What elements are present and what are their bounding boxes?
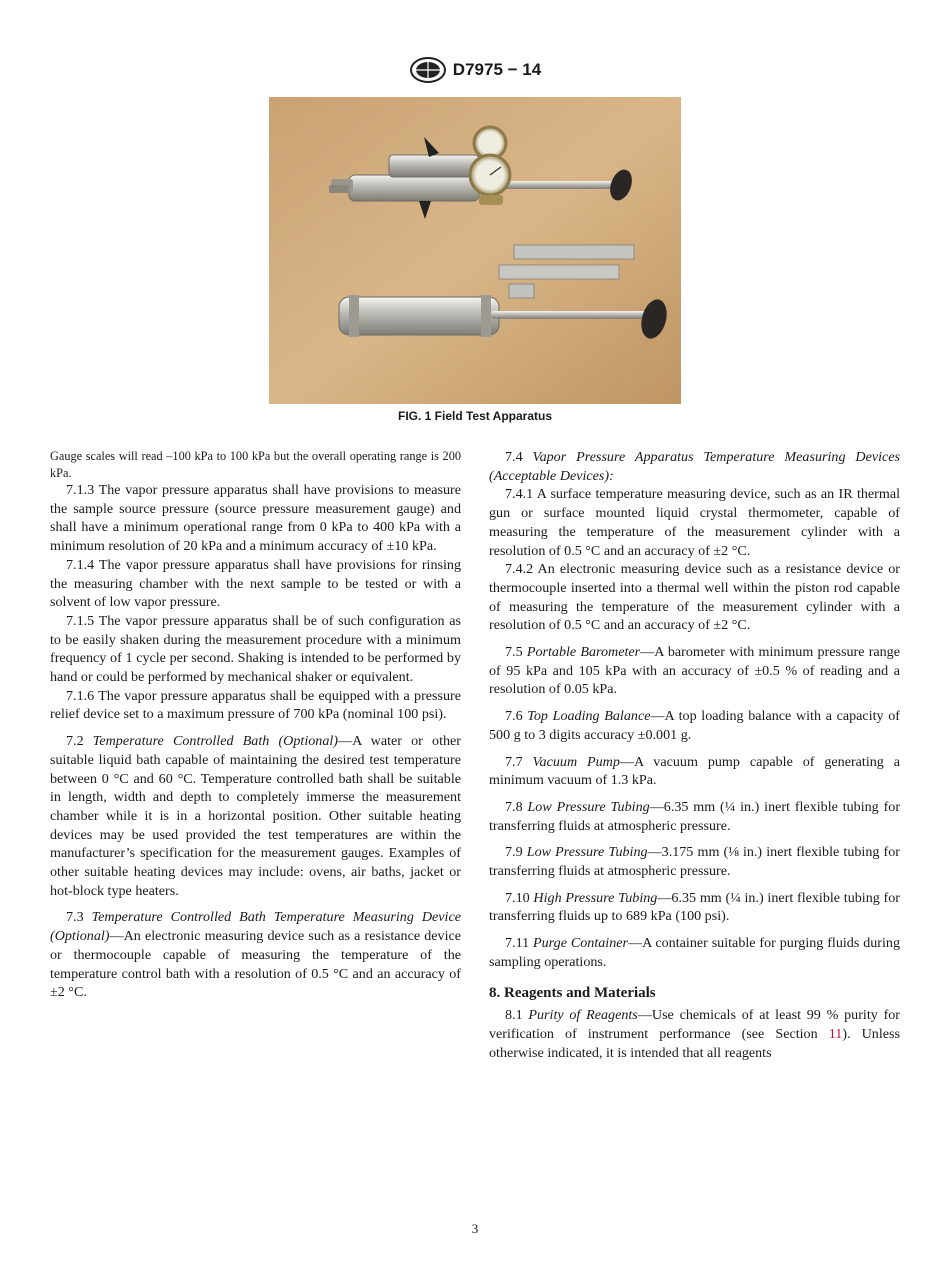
section-heading-8: 8. Reagents and Materials — [489, 984, 656, 1001]
paragraph-7-5: 7.5 Portable Barometer—A barometer with minimum pressure range of 95 kPa and 105 kPa with an accuracy of ±0.5 % of reading and a resolution of 0.05 kPa. — [489, 644, 900, 698]
paragraph-7-4-1: 7.4.1 A surface temperature measuring device, such as an IR thermal gun or surface mounted liquid crystal thermometer, capable of measuring the temperature of the measurement cylinder with a resolution of 0.5 °C and an accuracy of ±2 °C. — [489, 486, 900, 559]
paragraph-7-8: 7.8 Low Pressure Tubing—6.35 mm (¼ in.) inert flexible tubing for transferring fluids at atmospheric pressure. — [489, 798, 901, 834]
section-11-link[interactable]: 11 — [828, 1025, 843, 1042]
paragraph-7-9: 7.9 Low Pressure Tubing—3.175 mm (⅛ in.) inert flexible tubing for transferring fluids at atmospheric pressure. — [489, 844, 900, 880]
astm-logo-icon — [409, 56, 447, 84]
page-number: 3 — [471, 1221, 479, 1236]
right-column — [489, 448, 900, 1062]
paragraph-7-3: 7.3 Temperature Controlled Bath Temperature Measuring Device (Optional)—An electronic measuring device such as a resistance device or thermocouple capable of measuring the temperature of the temperature control bath with a resolution of 0.5 °C and an accuracy of ±2 °C. — [50, 909, 461, 1001]
paragraph-7-1-4: 7.1.4 The vapor pressure apparatus shall have provisions for rinsing the measuring chamber with the next sample to be tested or with a solvent of low vapor pressure. — [50, 556, 461, 611]
paragraph-7-1-6: 7.1.6 The vapor pressure apparatus shall be equipped with a pressure relief device set to a maximum pressure of 700 kPa (nominal 100 psi). — [50, 687, 461, 723]
paragraph-7-1-5: 7.1.5 The vapor pressure apparatus shall be of such configuration as to be easily shaken during the measurement procedure with a minimum frequency of 1 cycle per second. Shaking is intended to be performed by hand or could be performed by mechanical shaker or equivalent. — [50, 612, 461, 686]
figure-caption: FIG. 1 Field Test Apparatus — [397, 409, 553, 423]
paragraph-7-6: 7.6 Top Loading Balance—A top loading balance with a capacity of 500 g to 3 digits accuracy ±0.001 g. — [489, 708, 900, 743]
paragraph-gauge-scales: Gauge scales will read –100 kPa to 100 kPa but the overall operating range is 200 kPa. — [50, 449, 461, 480]
paragraph-7-7: 7.7 Vacuum Pump—A vacuum pump capable of generating a minimum vacuum of 1.3 kPa. — [489, 753, 901, 789]
paragraph-7-10: 7.10 High Pressure Tubing—6.35 mm (¼ in.) inert flexible tubing for transferring fluids up to 689 kPa (100 psi). — [489, 889, 900, 925]
paragraph-7-11: 7.11 Purge Container—A container suitable for purging fluids during sampling operations. — [489, 935, 900, 970]
paragraph-8-1: 8.1 Purity of Reagents—Use chemicals of at least 99 % purity for verification of instrument performance (see Section 11). Unless otherwise indicated, it is intended that all reagents — [489, 1007, 901, 1061]
left-column — [50, 448, 461, 1002]
paragraph-7-1-3: 7.1.3 The vapor pressure apparatus shall have provisions to measure the sample source pressure (source pressure measurement gauge) and shall have a minimum operational range from 0 kPa to 400 kPa with a minimum resolution of 20 kPa and a minimum accuracy of ±10 kPa. — [50, 482, 461, 555]
document-id: D7975 − 14 — [452, 60, 542, 79]
page-header — [0, 56, 950, 84]
paragraph-7-2: 7.2 Temperature Controlled Bath (Optional)—A water or other suitable liquid bath capable of maintaining the desired test temperature between 0 °C and 60 °C. Temperature controlled bath shall be suitable in length, width and depth to completely immerse the measurement chamber while it is in a horizontal position. Other suitable heating devices may be used provided the test temperatures are within the manufacturer’s specification for the measurement gauges. Examples of other suitable heating devices may include: ovens, air baths, jacket or hot-block type heaters. — [50, 733, 462, 899]
paragraph-7-4-2: 7.4.2 An electronic measuring device such as a resistance device or thermocouple inserted into a thermal well within the piston rod capable of measuring the temperature of the measurement cylinder with a resolution of 0.5 °C and an accuracy of ±2 °C. — [489, 561, 900, 634]
field-test-apparatus-photo — [269, 97, 681, 404]
paragraph-7-4: 7.4 Vapor Pressure Apparatus Temperature Measuring Devices (Acceptable Devices): — [489, 449, 901, 484]
